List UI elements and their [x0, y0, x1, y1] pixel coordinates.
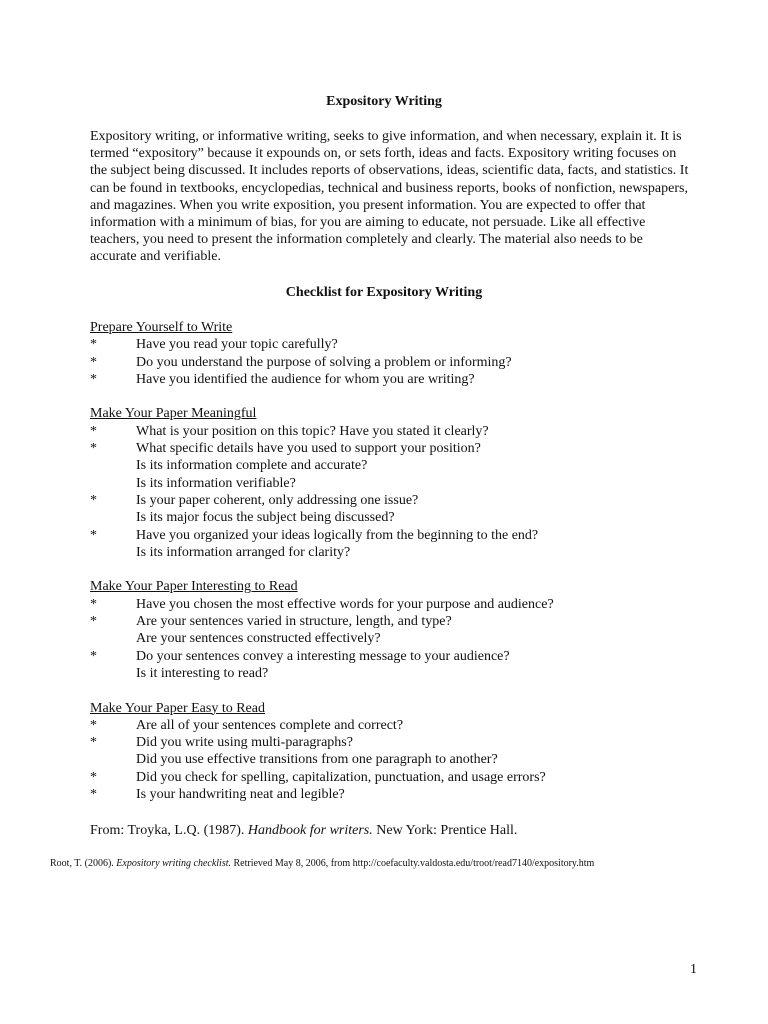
bullet-marker: * [90, 423, 97, 439]
checklist-question: Did you use effective transitions from one paragraph to another? [136, 752, 498, 768]
checklist-question: What specific details have you used to support your position? [136, 441, 481, 457]
checklist-section [90, 405, 710, 561]
checklist-question: Is its information verifiable? [136, 475, 296, 491]
bullet-marker: * [90, 787, 97, 803]
section-heading: Prepare Yourself to Write [90, 320, 233, 335]
section-heading: Make Your Paper Meaningful [90, 406, 257, 422]
checklist-question: Have you chosen the most effective words for your purpose and audience? [136, 596, 554, 612]
bullet-marker: * [90, 441, 97, 457]
checklist-question: Is its information arranged for clarity? [136, 544, 351, 560]
checklist-question: Do your sentences convey a interesting message to your audience? [136, 648, 510, 664]
checklist-question: Is its information complete and accurate? [136, 458, 368, 474]
checklist-question: Have you organized your ideas logically from the beginning to the end? [136, 527, 539, 543]
checklist-item [90, 613, 710, 630]
checklist-item [90, 354, 710, 371]
checklist-item [90, 371, 710, 388]
checklist-question: Is it interesting to read? [136, 665, 269, 681]
intro-paragraph: Expository writing, or informative writing, seeks to give information, and when necessary, explain it. It is termed “expository” because it expounds on, or sets forth, ideas and facts. Expository writing focuses on the subject being discussed. It includes reports of observations, ideas, scientific data, facts, and statistics. It can be found in textbooks, encyclopedias, technical and business reports, books of nonfiction, newspapers, and magazines. When you write exposition, you present information. You are expected to offer that information with a minimum of bias, for you are aiming to educate, not persuade. Like all effective teachers, you need to present the information completely and clearly. The material also needs to be accurate and verifiable. [90, 129, 689, 265]
checklist-question: Is its major focus the subject being discussed? [136, 510, 395, 526]
checklist-section [90, 319, 710, 388]
checklist-item [90, 769, 710, 786]
checklist-question: Do you understand the purpose of solving a problem or informing? [136, 354, 512, 370]
bullet-marker: * [90, 735, 97, 751]
bullet-marker: * [90, 527, 97, 543]
checklist-question: Have you identified the audience for whom you are writing? [136, 371, 475, 387]
bullet-marker: * [90, 492, 97, 508]
checklist-item [90, 648, 710, 665]
source-citation [90, 822, 517, 840]
checklist-item [90, 717, 710, 734]
section-heading: Make Your Paper Easy to Read [90, 700, 265, 716]
checklist-item [90, 509, 710, 526]
bullet-marker: * [90, 769, 97, 785]
checklist-question: Did you write using multi-paragraphs? [136, 735, 353, 751]
checklist-section [90, 578, 710, 682]
checklist-item [90, 751, 710, 768]
bullet-marker: * [90, 648, 97, 664]
bullet-marker: * [90, 371, 97, 387]
checklist-title: Checklist for Expository Writing [285, 285, 483, 300]
reference-line [50, 857, 594, 871]
bullet-marker: * [90, 337, 97, 353]
citation-suffix: New York: Prentice Hall. [372, 823, 518, 838]
checklist-question: Are all of your sentences complete and correct? [136, 717, 404, 733]
checklist-question: Are your sentences varied in structure, length, and type? [136, 614, 452, 630]
bullet-marker: * [90, 717, 97, 733]
checklist-question: Have you read your topic carefully? [136, 337, 338, 353]
checklist-item [90, 786, 710, 803]
checklist-item [90, 527, 710, 544]
reference-prefix: Root, T. (2006). [50, 858, 117, 869]
checklist-item [90, 475, 710, 492]
document-title: Expository Writing [326, 94, 442, 109]
checklist-item [90, 423, 710, 440]
checklist-item [90, 665, 710, 682]
page-number: 1 [690, 962, 697, 977]
section-heading: Make Your Paper Interesting to Read [90, 579, 298, 595]
checklist-item [90, 336, 710, 353]
checklist-sections [90, 319, 710, 821]
bullet-marker: * [90, 596, 97, 612]
citation-prefix: From: Troyka, L.Q. (1987). [90, 823, 248, 838]
checklist-question: Is your handwriting neat and legible? [136, 787, 345, 803]
citation-book-title: Handbook for writers. [247, 823, 373, 838]
checklist-item [90, 630, 710, 647]
bullet-marker: * [90, 614, 97, 630]
checklist-item [90, 734, 710, 751]
checklist-question: Is your paper coherent, only addressing one issue? [136, 492, 419, 508]
checklist-item [90, 492, 710, 509]
bullet-marker: * [90, 354, 97, 370]
checklist-item [90, 440, 710, 457]
checklist-item [90, 596, 710, 613]
checklist-question: Are your sentences constructed effectively? [136, 631, 381, 647]
checklist-item [90, 457, 710, 474]
checklist-item [90, 544, 710, 561]
reference-suffix: Retrieved May 8, 2006, from http://coefaculty.valdosta.edu/troot/read7140/expository.htm [231, 858, 595, 869]
reference-title: Expository writing checklist. [116, 858, 231, 869]
checklist-section [90, 700, 710, 804]
checklist-question: What is your position on this topic? Have you stated it clearly? [136, 423, 489, 439]
checklist-question: Did you check for spelling, capitalization, punctuation, and usage errors? [136, 769, 546, 785]
